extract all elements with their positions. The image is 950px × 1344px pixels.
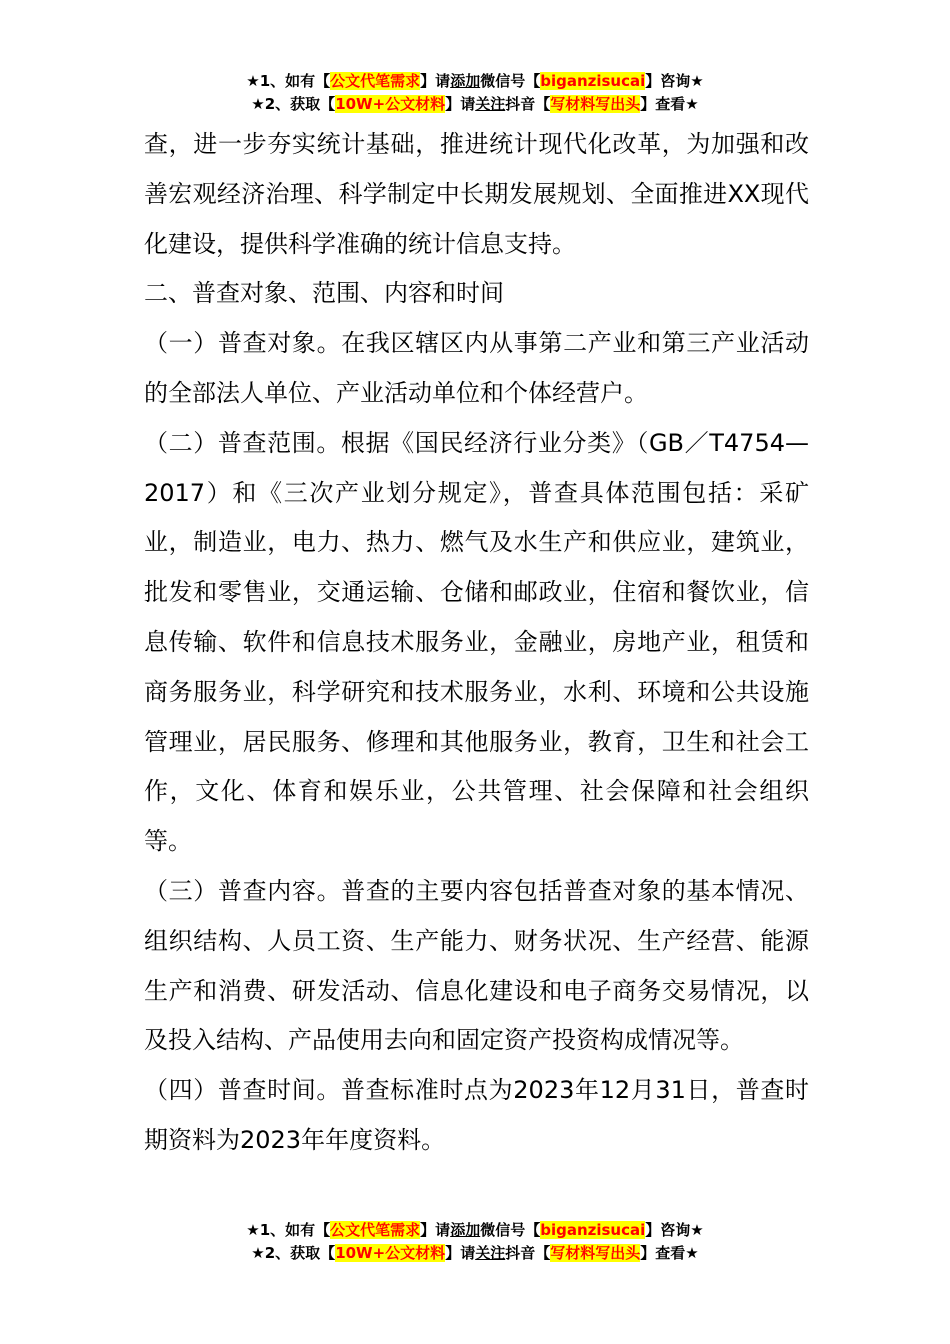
banner-line-1: ★1、如有【公文代笔需求】请添加微信号【biganzisucai】咨询★ [246,1221,704,1239]
banner-line-2: ★2、获取【10W+公文材料】请关注抖音【写材料写出头】查看★ [251,1244,699,1262]
highlight-materials: 10W+公文材料 [335,1244,446,1262]
banner-line-2: ★2、获取【10W+公文材料】请关注抖音【写材料写出头】查看★ [251,95,699,113]
paragraph-census-scope: （二）普查范围。根据《国民经济行业分类》（GB／T4754—2017）和《三次产业划分规定》，普查具体范围包括：采矿业，制造业，电力、热力、燃气及水生产和供应业，建筑业，批发和零售业，交通运输、仓储和邮政业，住宿和餐饮业，信息传输、软件和信息技术服务业，金融业，房地产业，租赁和商务服务业，科学研究和技术服务业，水利、环境和公共设施管理业，居民服务、修理和其他服务业，教育，卫生和社会工作，文化、体育和娱乐业，公共管理、社会保障和社会组织等。 [144,428,809,856]
highlight-wechat-id: biganzisucai [540,1221,646,1239]
top-banner [0,70,950,116]
bottom-banner [0,1219,950,1265]
highlight-service: 公文代笔需求 [330,72,421,90]
highlight-douyin-id: 写材料写出头 [550,95,641,113]
paragraph-continuation: 查，进一步夯实统计基础，推进统计现代化改革，为加强和改善宏观经济治理、科学制定中长期发展规划、全面推进XX现代化建设，提供科学准确的统计信息支持。 [144,130,809,258]
highlight-douyin-id: 写材料写出头 [550,1244,641,1262]
highlight-wechat-id: biganzisucai [540,72,646,90]
paragraph-census-time: （四）普查时间。普查标准时点为2023年12月31日，普查时期资料为2023年年度资料。 [144,1076,809,1154]
highlight-materials: 10W+公文材料 [335,95,446,113]
paragraph-census-content: （三）普查内容。普查的主要内容包括普查对象的基本情况、组织结构、人员工资、生产能力、财务状况、生产经营、能源生产和消费、研发活动、信息化建设和电子商务交易情况，以及投入结构、产品使用去向和固定资产投资构成情况等。 [144,876,809,1055]
document-body [144,120,809,1166]
paragraph-census-subjects: （一）普查对象。在我区辖区内从事第二产业和第三产业活动的全部法人单位、产业活动单位和个体经营户。 [144,329,809,407]
section-title: 二、普查对象、范围、内容和时间 [144,279,504,308]
banner-line-1: ★1、如有【公文代笔需求】请添加微信号【biganzisucai】咨询★ [246,72,704,90]
highlight-service: 公文代笔需求 [330,1221,421,1239]
